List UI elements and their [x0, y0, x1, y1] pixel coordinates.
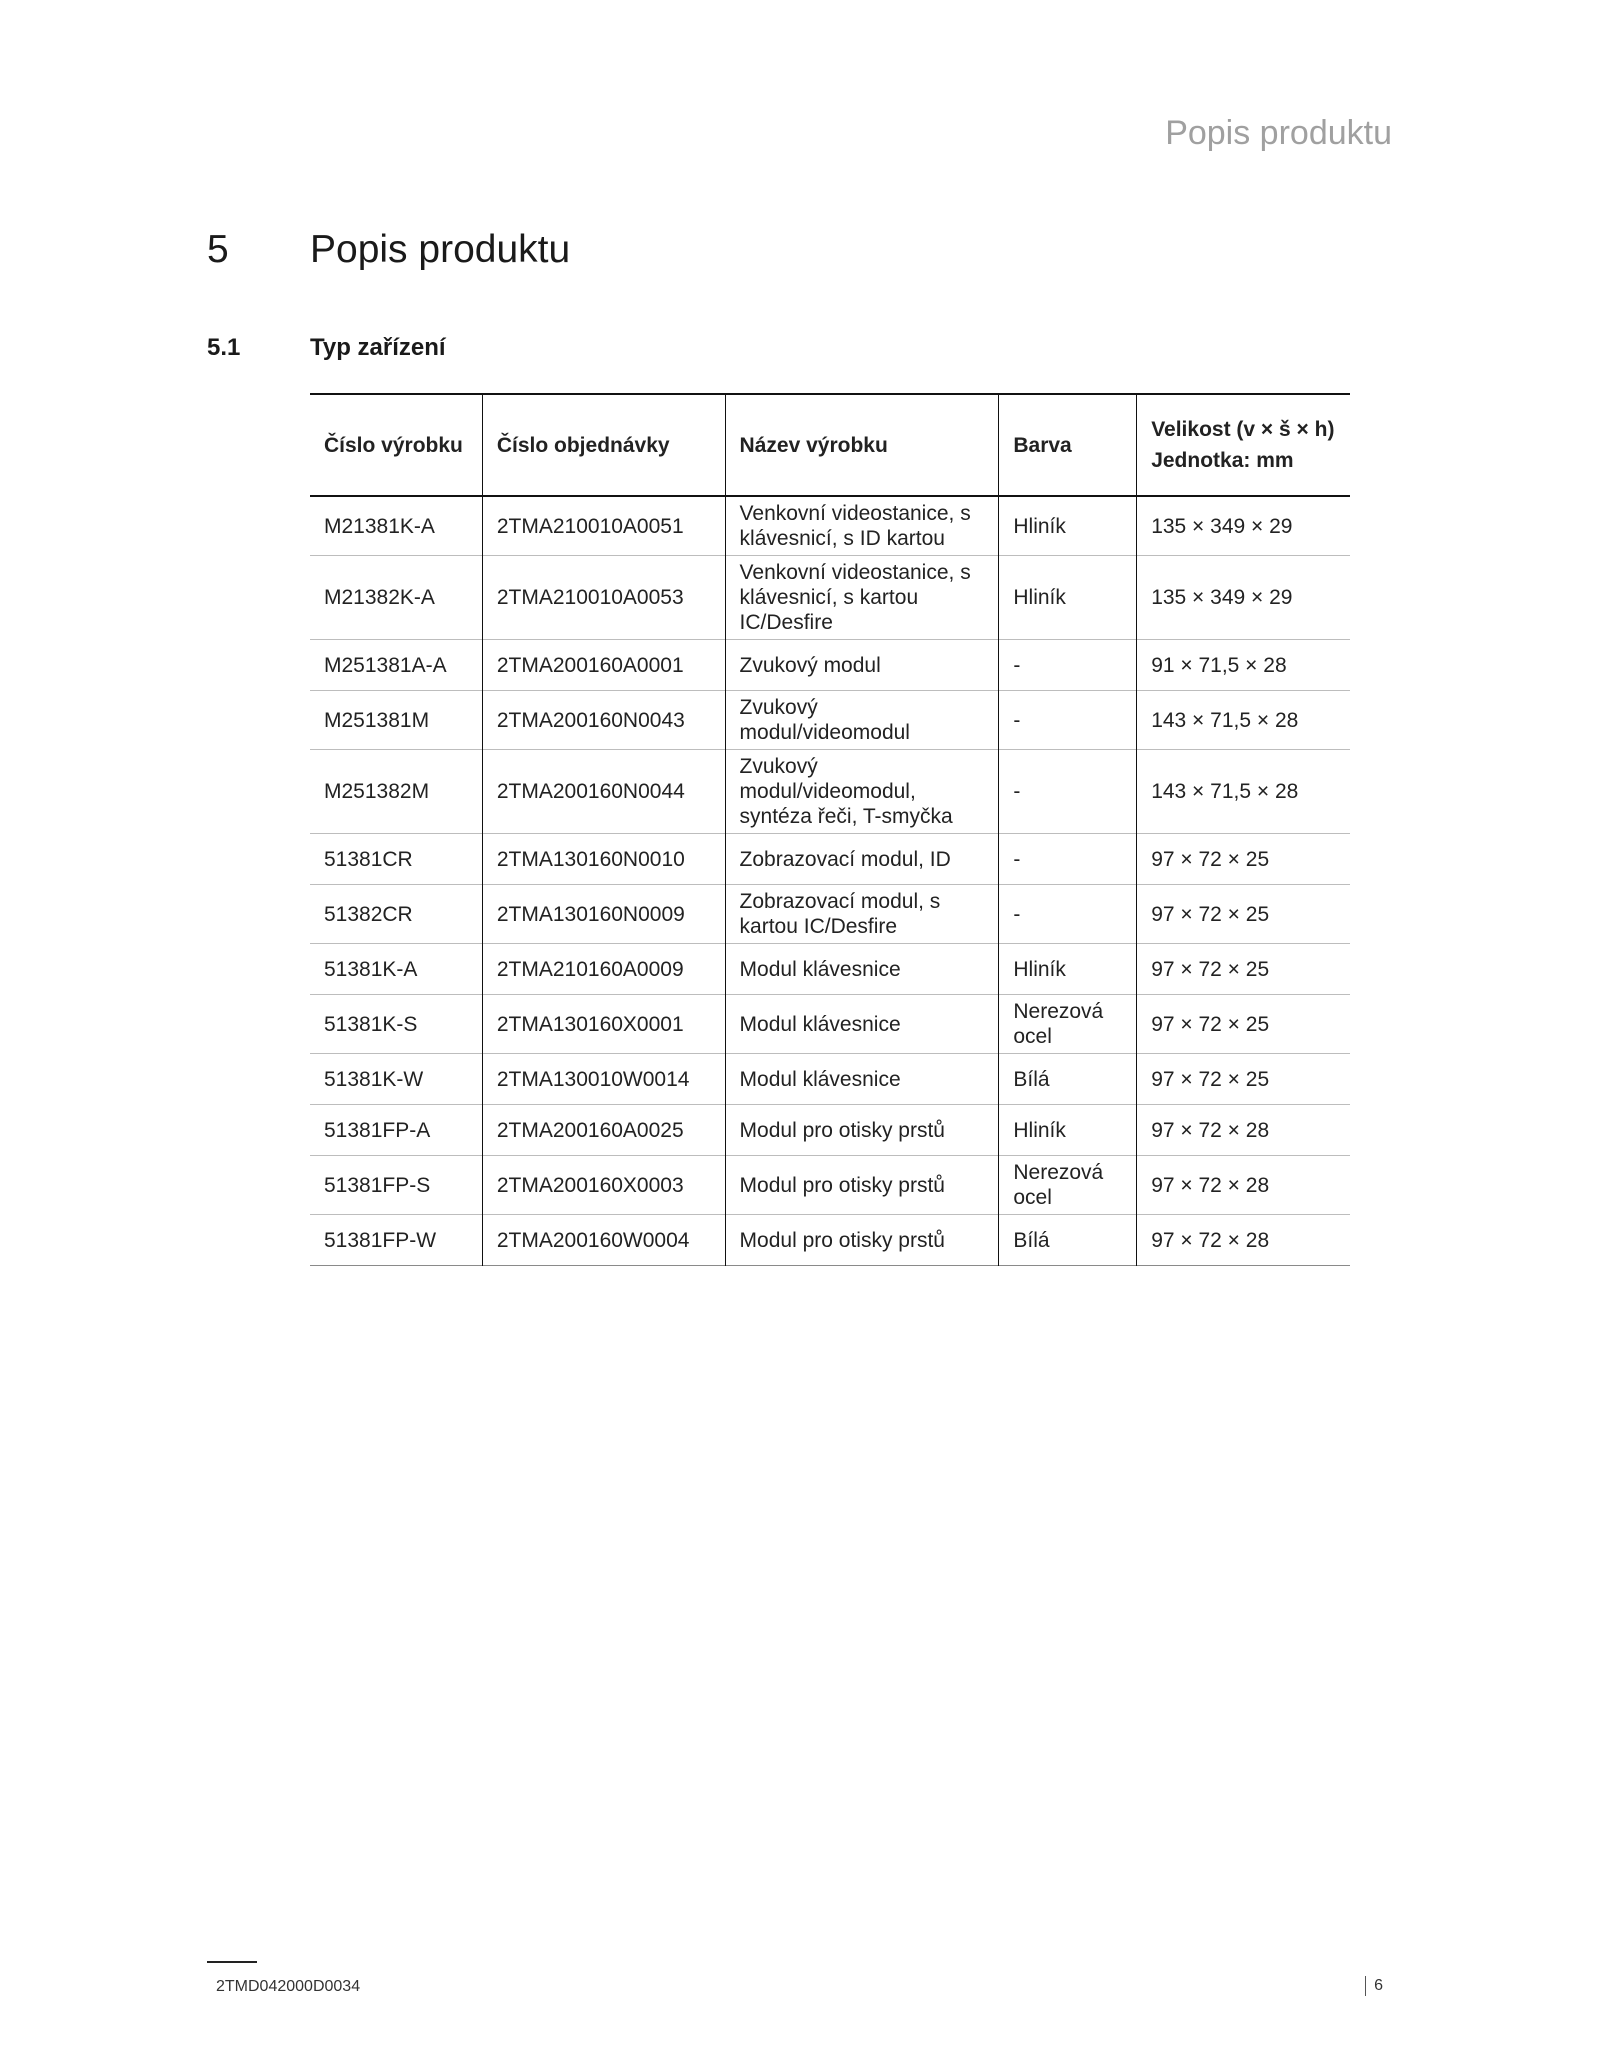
chapter-number: 5 [207, 228, 229, 271]
header-size-label: Velikost (v × š × h) [1151, 418, 1335, 441]
section-number: 5.1 [207, 334, 241, 361]
header-size-unit: Jednotka: mm [1151, 449, 1294, 472]
cell-product-number: M21382K-A [324, 586, 435, 609]
cell-order-number: 2TMA200160W0004 [482, 1215, 725, 1266]
cell-product-name: Zobrazovací modul, ID [725, 834, 999, 885]
cell-size: 135 × 349 × 29 [1137, 556, 1350, 640]
cell-color: Hliník [999, 496, 1137, 556]
cell-size: 91 × 71,5 × 28 [1137, 640, 1350, 691]
cell-product-number: 51381CR [324, 847, 413, 871]
cell-product-name: Venkovní videostanice, s klávesnicí, s kartou IC/Desfire [725, 556, 999, 640]
cell-product-name: Modul klávesnice [725, 944, 999, 995]
cell-size: 143 × 71,5 × 28 [1137, 750, 1350, 834]
table-row [310, 995, 1350, 1054]
cell-color: - [999, 834, 1137, 885]
footer-page-number: 6 [1365, 1976, 1383, 1996]
cell-size: 97 × 72 × 28 [1137, 1156, 1350, 1215]
table-row [310, 885, 1350, 944]
header-order-number: Číslo objednávky [482, 394, 725, 496]
cell-order-number: 2TMA130160N0010 [482, 834, 725, 885]
cell-product-number: M21381K-A [324, 514, 435, 538]
cell-product-number: 51382CR [324, 902, 413, 926]
cell-color: - [999, 750, 1137, 834]
cell-order-number: 2TMA130160N0009 [482, 885, 725, 944]
table-row [310, 1054, 1350, 1105]
cell-size: 135 × 349 × 29 [1137, 496, 1350, 556]
cell-color: Bílá [999, 1054, 1137, 1105]
cell-product-name: Modul pro otisky prstů [725, 1156, 999, 1215]
table-row [310, 750, 1350, 834]
table-row [310, 944, 1350, 995]
cell-color: Nerezová ocel [999, 1156, 1137, 1215]
table-row [310, 1105, 1350, 1156]
cell-color: Hliník [999, 1105, 1137, 1156]
table-row [310, 496, 1350, 556]
header-size [1137, 394, 1350, 496]
cell-product-number: M251381A-A [324, 653, 447, 677]
cell-product-name: Venkovní videostanice, s klávesnicí, s ID kartou [725, 496, 999, 556]
cell-order-number: 2TMA210010A0051 [482, 496, 725, 556]
table-body [310, 496, 1350, 1266]
footer-document-number: 2TMD042000D0034 [216, 1978, 361, 1995]
cell-order-number: 2TMA200160A0025 [482, 1105, 725, 1156]
chapter-title: Popis produktu [310, 228, 571, 271]
cell-order-number: 2TMA130010W0014 [482, 1054, 725, 1105]
cell-size: 97 × 72 × 25 [1137, 944, 1350, 995]
cell-color: Hliník [999, 556, 1137, 640]
cell-product-number: 51381FP-A [324, 1118, 431, 1142]
running-header: Popis produktu [1165, 114, 1392, 152]
cell-color: Bílá [999, 1215, 1137, 1266]
table-row [310, 1215, 1350, 1266]
table-row [310, 556, 1350, 640]
cell-product-name: Modul pro otisky prstů [725, 1105, 999, 1156]
cell-product-name: Zvukový modul/videomodul [725, 691, 999, 750]
cell-size: 97 × 72 × 25 [1137, 885, 1350, 944]
cell-size: 97 × 72 × 25 [1137, 834, 1350, 885]
cell-size: 97 × 72 × 28 [1137, 1105, 1350, 1156]
cell-product-name: Zvukový modul/videomodul, syntéza řeči, T-smyčka [725, 750, 999, 834]
cell-order-number: 2TMA200160A0001 [482, 640, 725, 691]
cell-color: Nerezová ocel [999, 995, 1137, 1054]
cell-product-name: Zobrazovací modul, s kartou IC/Desfire [725, 885, 999, 944]
cell-order-number: 2TMA130160X0001 [482, 995, 725, 1054]
cell-size: 97 × 72 × 25 [1137, 995, 1350, 1054]
cell-product-name: Modul pro otisky prstů [725, 1215, 999, 1266]
table-header-row [310, 394, 1350, 496]
cell-product-name: Zvukový modul [725, 640, 999, 691]
cell-size: 143 × 71,5 × 28 [1137, 691, 1350, 750]
cell-color: - [999, 691, 1137, 750]
section-title: Typ zařízení [310, 334, 446, 361]
cell-product-number: 51381FP-W [324, 1228, 437, 1252]
cell-order-number: 2TMA200160X0003 [482, 1156, 725, 1215]
cell-size: 97 × 72 × 28 [1137, 1215, 1350, 1266]
cell-product-number: 51381FP-S [324, 1173, 431, 1197]
cell-order-number: 2TMA200160N0044 [482, 750, 725, 834]
cell-color: Hliník [999, 944, 1137, 995]
cell-product-number: M251382M [324, 780, 430, 803]
cell-order-number: 2TMA210160A0009 [482, 944, 725, 995]
cell-size: 97 × 72 × 25 [1137, 1054, 1350, 1105]
table-row [310, 640, 1350, 691]
cell-product-number: 51381K-S [324, 1012, 418, 1036]
table-row [310, 1156, 1350, 1215]
product-table [310, 393, 1350, 1266]
footer-rule [207, 1961, 257, 1963]
cell-product-number: M251381M [324, 708, 430, 732]
cell-product-name: Modul klávesnice [725, 1054, 999, 1105]
cell-order-number: 2TMA210010A0053 [482, 556, 725, 640]
cell-order-number: 2TMA200160N0043 [482, 691, 725, 750]
cell-color: - [999, 640, 1137, 691]
cell-product-number: 51381K-W [324, 1067, 424, 1091]
header-product-number: Číslo výrobku [324, 433, 463, 457]
header-color: Barva [999, 394, 1137, 496]
header-product-name: Název výrobku [725, 394, 999, 496]
table-row [310, 834, 1350, 885]
cell-product-name: Modul klávesnice [725, 995, 999, 1054]
table-row [310, 691, 1350, 750]
cell-product-number: 51381K-A [324, 957, 418, 981]
cell-color: - [999, 885, 1137, 944]
